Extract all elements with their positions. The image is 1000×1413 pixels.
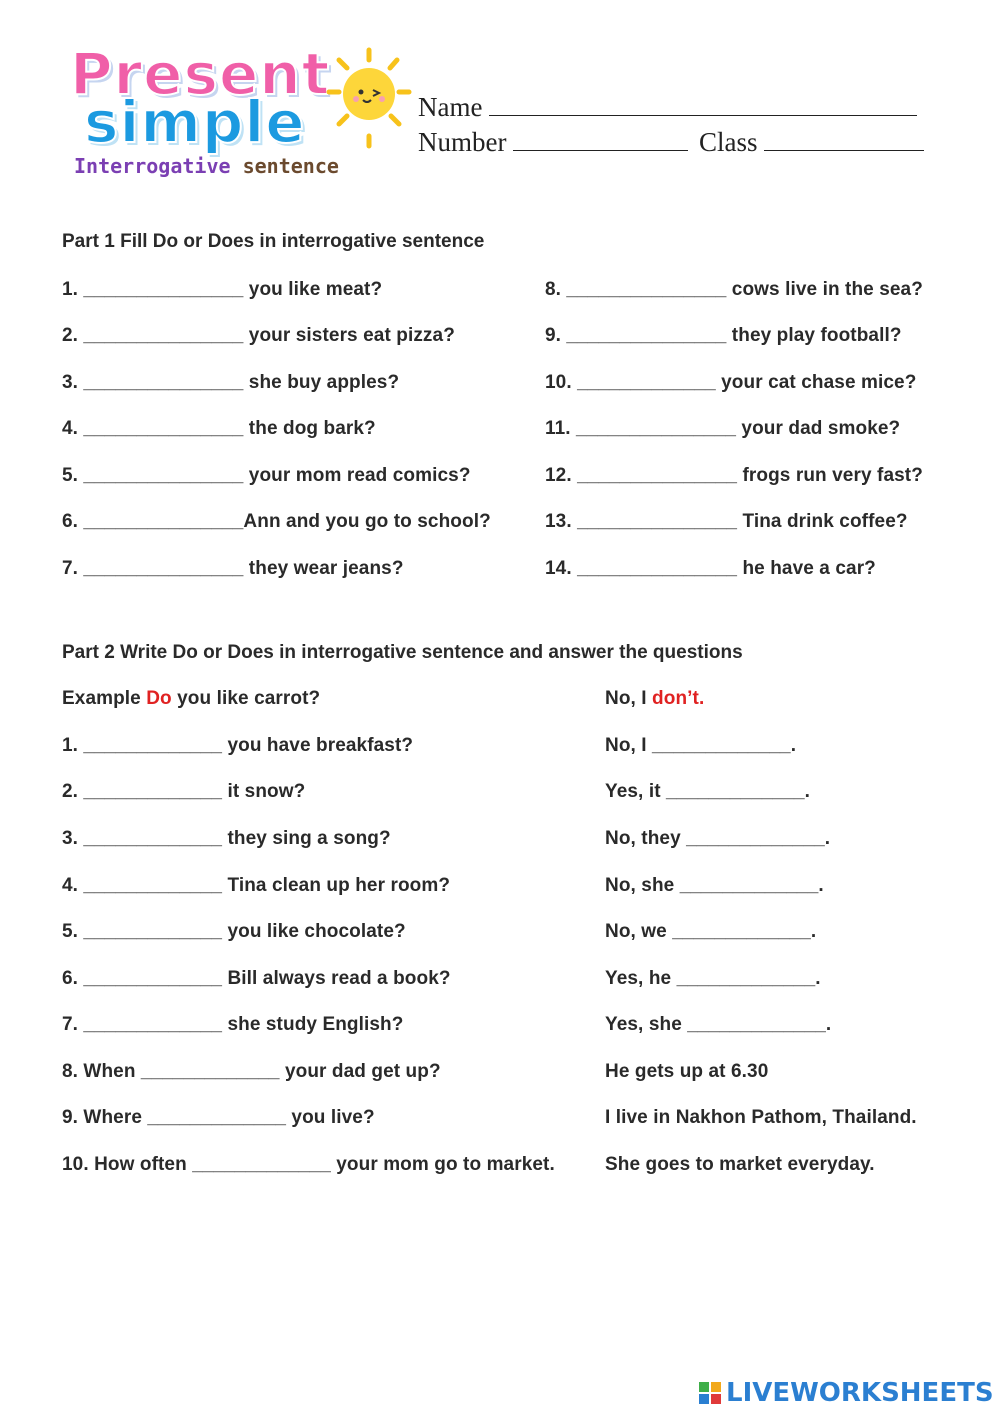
part1-heading: Part 1 Fill Do or Does in interrogative sentence (62, 231, 485, 252)
name-blank[interactable] (489, 93, 917, 116)
part2-question[interactable]: 7. _____________ she study English? (62, 1014, 404, 1035)
example-reply (605, 688, 704, 710)
part1-question[interactable]: 5. _______________ your mom read comics? (62, 465, 471, 486)
example-reply-answer: don’t. (652, 688, 705, 709)
logo-subtitle-a: Interrogative (74, 154, 231, 178)
example-reply-prefix: No, I (605, 688, 653, 709)
example-question (62, 688, 320, 710)
logo-title-present: Present (70, 40, 331, 108)
liveworksheets-logo-icon (698, 1381, 722, 1405)
part1-question[interactable]: 4. _______________ the dog bark? (62, 418, 376, 439)
class-blank[interactable] (764, 128, 924, 151)
name-field[interactable] (418, 92, 917, 123)
part2-heading: Part 2 Write Do or Does in interrogative sentence and answer the questions (62, 642, 743, 663)
part2-question[interactable]: 5. _____________ you like chocolate? (62, 921, 406, 942)
part1-question[interactable]: 1. _______________ you like meat? (62, 279, 383, 300)
part2-question[interactable]: 10. How often _____________ your mom go to market. (62, 1154, 555, 1175)
liveworksheets-watermark (698, 1378, 994, 1408)
part1-question[interactable]: 7. _______________ they wear jeans? (62, 558, 404, 579)
part2-answer: She goes to market everyday. (605, 1154, 875, 1175)
logo-title-simple: simple (84, 88, 306, 156)
number-label: Number (418, 127, 507, 157)
part1-question[interactable]: 2. _______________ your sisters eat pizza? (62, 325, 455, 346)
part2-answer[interactable]: No, I _____________. (605, 735, 797, 756)
sun-icon (317, 42, 417, 152)
part2-answer[interactable]: No, we _____________. (605, 921, 817, 942)
part2-answer[interactable]: Yes, it _____________. (605, 781, 811, 802)
watermark-text: LIVEWORKSHEETS (726, 1378, 994, 1408)
part2-question[interactable]: 2. _____________ it snow? (62, 781, 306, 802)
example-answer-word: Do (146, 688, 172, 709)
part1-question[interactable]: 11. _______________ your dad smoke? (545, 418, 901, 439)
example-prefix: Example (62, 688, 147, 709)
logo-subtitle (74, 154, 339, 178)
part2-question[interactable]: 3. _____________ they sing a song? (62, 828, 391, 849)
part1-question[interactable]: 6. _______________Ann and you go to school? (62, 511, 491, 532)
part2-question[interactable]: 6. _____________ Bill always read a book? (62, 968, 451, 989)
class-label: Class (698, 127, 758, 157)
part1-question[interactable]: 8. _______________ cows live in the sea? (545, 279, 923, 300)
part1-question[interactable]: 3. _______________ she buy apples? (62, 372, 400, 393)
part1-question[interactable]: 9. _______________ they play football? (545, 325, 902, 346)
worksheet-logo (62, 40, 412, 185)
part2-answer[interactable]: No, they _____________. (605, 828, 831, 849)
part2-answer: I live in Nakhon Pathom, Thailand. (605, 1107, 917, 1128)
part2-answer[interactable]: No, she _____________. (605, 875, 824, 896)
part2-question[interactable]: 1. _____________ you have breakfast? (62, 735, 414, 756)
part2-question[interactable]: 8. When _____________ your dad get up? (62, 1061, 441, 1082)
part2-answer[interactable]: Yes, he _____________. (605, 968, 821, 989)
number-class-fields (418, 127, 924, 158)
part1-question[interactable]: 12. _______________ frogs run very fast? (545, 465, 923, 486)
part2-question[interactable]: 4. _____________ Tina clean up her room? (62, 875, 451, 896)
part2-answer[interactable]: Yes, she _____________. (605, 1014, 832, 1035)
part2-question[interactable]: 9. Where _____________ you live? (62, 1107, 375, 1128)
part2-answer: He gets up at 6.30 (605, 1061, 769, 1082)
part1-question[interactable]: 10. _____________ your cat chase mice? (545, 372, 917, 393)
part1-question[interactable]: 14. _______________ he have a car? (545, 558, 876, 579)
number-blank[interactable] (513, 128, 688, 151)
part1-question[interactable]: 13. _______________ Tina drink coffee? (545, 511, 908, 532)
logo-subtitle-b: sentence (242, 154, 339, 178)
name-label: Name (418, 92, 483, 122)
example-suffix: you like carrot? (171, 688, 321, 709)
